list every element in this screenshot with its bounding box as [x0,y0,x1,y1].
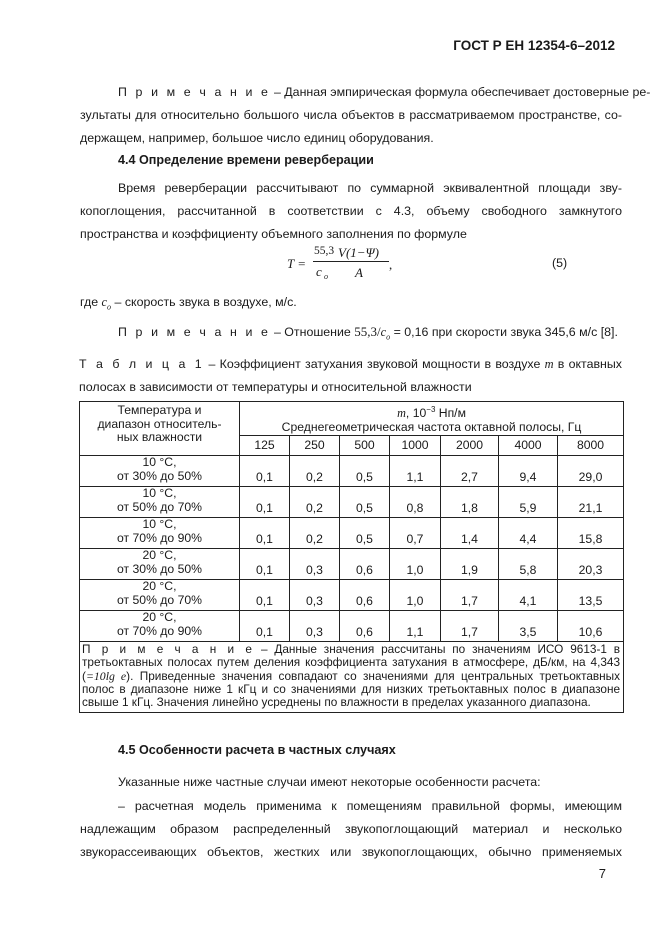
value-cell: 15,8 [558,518,624,549]
table-note-label: П р и м е ч а н и е [82,642,255,656]
value-cell: 0,1 [240,487,290,518]
value-cell: 21,1 [558,487,624,518]
value-cell: 1,7 [441,580,499,611]
value-cell: 1,0 [390,549,441,580]
value-cell: 0,7 [390,518,441,549]
note2-ratio-sub: o [386,332,391,342]
where-symbol: c [101,295,108,309]
row-humidity-range: от 30% до 50% [117,561,202,576]
value-cell: 20,3 [558,549,624,580]
value-cell: 0,3 [290,580,340,611]
value-cell: 0,3 [290,549,340,580]
value-cell: 0,2 [290,518,340,549]
table-note-formula: =10lg e [85,668,127,683]
value-cell: 1,9 [441,549,499,580]
table-caption-label: Т а б л и ц а 1 [79,357,205,371]
col1-header-line2: диапазон относитель- [97,416,222,431]
table-caption-end: в октавных [553,357,622,371]
table-note [80,642,624,713]
unit-rest: , 10 [405,406,427,421]
formula-coef: 55,3 [314,245,335,257]
value-cell: 0,6 [340,580,390,611]
note2-ratio-num: 55,3 [354,324,378,339]
formula-numerator: V(1−Ψ) [338,245,380,260]
table-caption-text: – Коэффициент затухания звуковой мощности в воздухе [204,357,545,371]
table-caption-line1 [79,357,622,372]
value-cell: 4,4 [499,518,558,549]
value-cell: 9,4 [499,456,558,487]
note1-label: П р и м е ч а н и е [118,85,271,99]
where-line [80,295,297,311]
table-caption-line2: полосах в зависимости от температуры и относительной влажности [79,380,472,394]
value-cell: 0,5 [340,487,390,518]
freq-500: 500 [340,436,390,456]
value-cell: 1,1 [390,456,441,487]
table-1 [79,401,624,713]
value-cell: 0,1 [240,611,290,642]
section-4-4-line2: копоглощения, рассчитанной в соответствии с 4.3, объему свободного замкнутого [80,204,622,218]
table-row [80,580,624,611]
where-prefix: где [80,295,99,309]
value-cell: 0,2 [290,487,340,518]
unit-end: Нп/м [435,406,466,421]
formula-den-a: A [355,265,363,280]
value-cell: 0,1 [240,456,290,487]
value-cell: 0,5 [340,456,390,487]
value-cell: 0,2 [290,456,340,487]
standard-number: ГОСТ Р ЕН 12354-6–2012 [453,38,615,53]
note2-line: П р и м е ч а н и е – Отношение $55,3/c_o = 0,16$ при скорости звука 345,6 м/с [8]. [118,324,618,342]
table-row [80,456,624,487]
freq-8000: 8000 [558,436,624,456]
section-4-5-line2: – расчетная модель применима к помещениям правильной формы, имеющим [118,799,622,813]
note1-text1: – Данная эмпирическая формула обеспечивает достоверные ре- [270,85,651,99]
value-cell: 13,5 [558,580,624,611]
row-humidity-range: от 30% до 50% [117,468,202,483]
section-4-4-heading: 4.4 Определение времени реверберации [118,153,374,167]
row-condition [80,549,240,580]
section-4-4-line1: Время реверберации рассчитывают по суммарной эквивалентной площади зву- [118,181,622,195]
section-4-4-line3: пространства и коэффициенту объемного заполнения по формуле [80,227,467,241]
value-cell: 0,1 [240,549,290,580]
value-cell: 1,8 [441,487,499,518]
row-humidity-range: от 70% до 90% [117,623,202,638]
col1-header-line1: Температура и [117,403,202,417]
value-cell: 0,1 [240,580,290,611]
value-cell: 0,8 [390,487,441,518]
where-text: – скорость звука в воздухе, м/с. [111,295,297,309]
row-temperature: 10 °C, [142,486,177,500]
row-condition [80,611,240,642]
table-row [80,518,624,549]
freq-1000: 1000 [390,436,441,456]
value-cell: 0,6 [340,549,390,580]
col1-header-line3: ных влажности [116,430,203,444]
frequency-header: Среднегеометрическая частота октавной полосы, Гц [281,419,582,434]
row-temperature: 10 °C, [142,455,177,469]
row-humidity-range: от 50% до 70% [117,592,202,607]
table-note-part2: ). Приведенные значения совпадают со значениями для центральных третьоктавных полос в диапазоне ниже 1 кГц и со значениями для низких третьоктавных полос в диапазоне свыше 1 кГц. Значения линейно усреднены по влажности в пределах указанного диапазона. [82,668,621,710]
formula-den-sub: o [324,272,328,281]
section-4-5-line1: Указанные ниже частные случаи имеют некоторые особенности расчета: [118,775,541,789]
table-caption-symbol: m [544,357,554,371]
value-cell: 4,1 [499,580,558,611]
unit-exp: −3 [426,404,436,414]
freq-250: 250 [290,436,340,456]
value-cell: 1,7 [441,611,499,642]
row-condition [80,456,240,487]
value-cell: 0,3 [290,611,340,642]
column-header-temperature [80,402,240,456]
table-row [80,611,624,642]
row-temperature: 20 °C, [142,548,177,562]
value-cell: 2,7 [441,456,499,487]
table-row [80,487,624,518]
row-condition [80,518,240,549]
note2-post: = 0,16 при скорости звука 345,6 м/с [8]. [390,325,618,339]
value-cell: 3,5 [499,611,558,642]
row-humidity-range: от 50% до 70% [117,499,202,514]
value-cell: 1,1 [390,611,441,642]
row-temperature: 20 °C, [142,610,177,624]
value-cell: 1,4 [441,518,499,549]
column-header-attenuation [240,402,624,436]
freq-2000: 2000 [441,436,499,456]
where-sub: o [107,302,112,312]
note2-ratio-sym: c [380,325,387,339]
section-4-5-line4: звукорассеивающих объектов, жестких или звукопоглощающих, обычно применяемых [80,845,622,859]
note2-pre: – Отношение [270,325,355,339]
row-condition [80,580,240,611]
formula-tail: , [389,257,393,272]
value-cell: 0,5 [340,518,390,549]
note2-label: П р и м е ч а н и е [118,325,271,339]
row-condition [80,487,240,518]
table-note-part1: – Данные значения рассчитаны по значениям ИСО 9613-1 в третьоктавных полосах путем деления коэффициента затухания в атмосфере, дБ/км, на 4,343 ( [82,642,621,683]
formula-den-c: c [316,264,322,279]
section-4-5-heading: 4.5 Особенности расчета в частных случаях [118,743,396,757]
table-row [80,549,624,580]
value-cell: 5,8 [499,549,558,580]
value-cell: 0,6 [340,611,390,642]
value-cell: 10,6 [558,611,624,642]
freq-4000: 4000 [499,436,558,456]
row-temperature: 20 °C, [142,579,177,593]
section-4-5-line3: надлежащим образом распределенный звукопоглощающий материал и несколько [80,822,622,836]
value-cell: 0,1 [240,518,290,549]
freq-125: 125 [240,436,290,456]
formula-number: (5) [552,256,568,270]
value-cell: 1,0 [390,580,441,611]
value-cell: 5,9 [499,487,558,518]
unit-symbol: m [397,406,406,421]
formula-lhs: T = [287,256,307,271]
row-temperature: 10 °C, [142,517,177,531]
value-cell: 29,0 [558,456,624,487]
fraction-bar [313,261,389,262]
note1-line3: держащем, например, большое число единиц оборудования. [80,131,434,145]
page-number: 7 [598,866,606,881]
note1-line2: зультаты для относительно большого числа объектов в рассматриваемом пространстве, со- [80,108,622,122]
row-humidity-range: от 70% до 90% [117,530,202,545]
formula-5 [0,0,661,300]
unit-line [240,403,623,421]
